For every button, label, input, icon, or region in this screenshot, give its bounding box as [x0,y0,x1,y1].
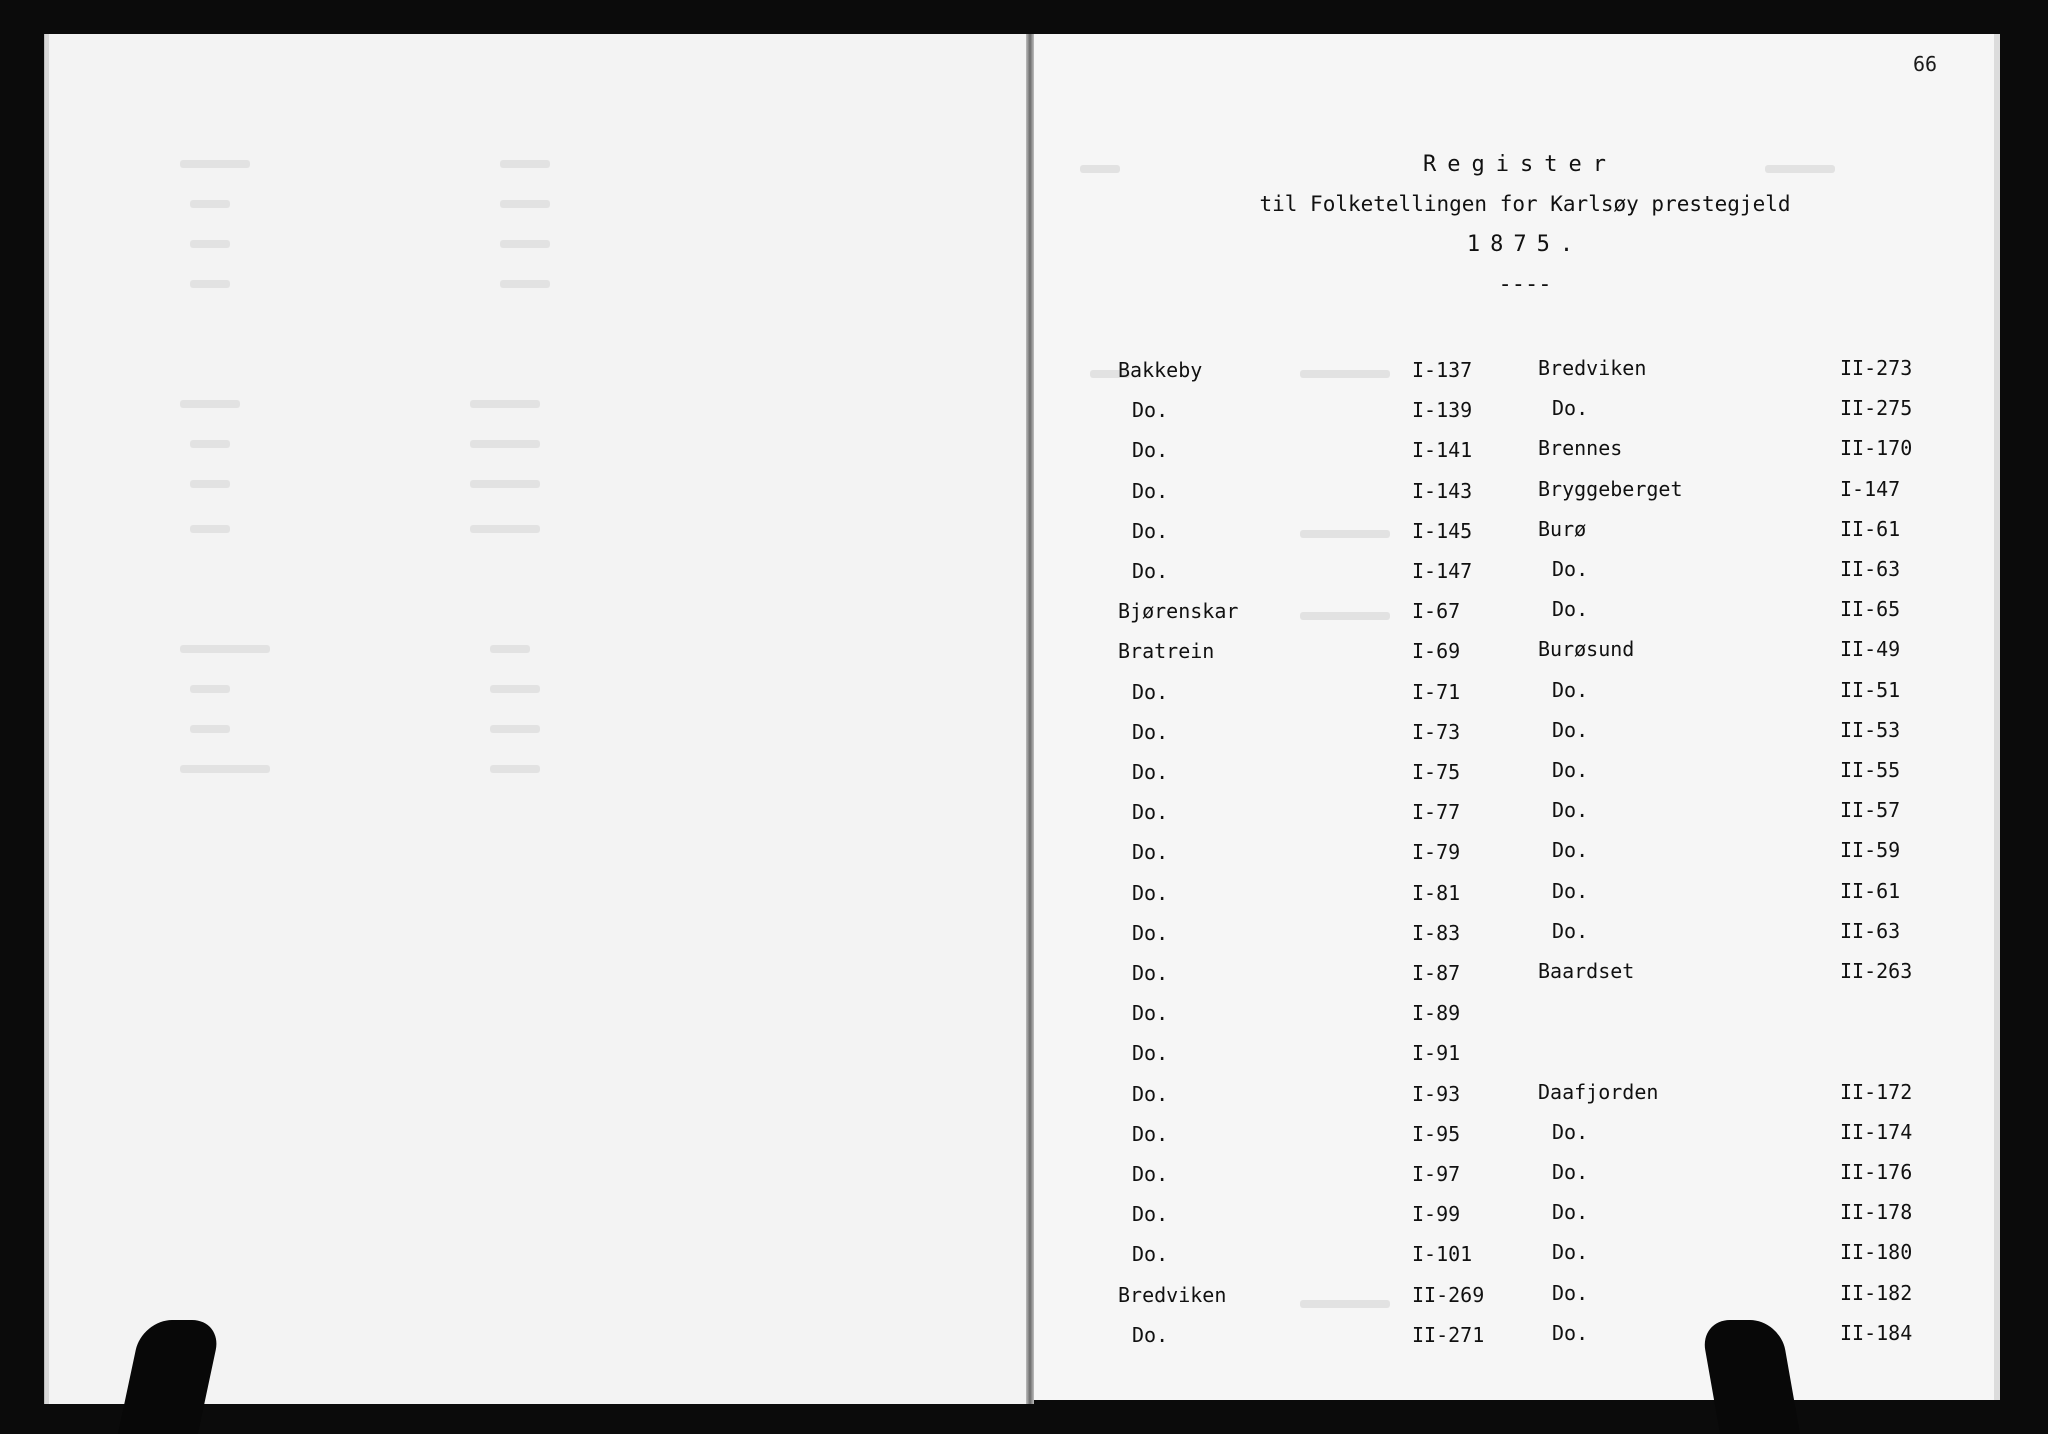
register-entry-place: Do. [1132,719,1169,744]
bleed-through-mark [490,765,540,773]
bleed-through-mark [500,160,550,168]
register-entry-ref: II-61 [1840,878,1901,903]
register-entry-ref: I-75 [1412,760,1461,784]
register-entry-place: Do. [1132,880,1169,905]
register-entry-ref: I-71 [1412,679,1461,704]
bleed-through-mark [190,480,230,488]
register-entry-place: Baardset [1538,959,1635,983]
register-entry-place: Do. [1552,1280,1589,1305]
register-entry-ref: I-143 [1412,478,1473,503]
register-entry-ref: I-147 [1840,476,1901,501]
register-entry-ref: II-170 [1840,436,1913,461]
register-entry-place: Do. [1132,518,1169,543]
register-entry-ref: I-87 [1412,961,1461,985]
register-entry-place: Bratrein [1118,639,1215,664]
register-entry-ref: I-69 [1412,639,1461,664]
bleed-through-mark [190,725,230,733]
bleed-through-mark [500,280,550,288]
register-entry-place: Do. [1132,961,1169,985]
register-entry-ref: I-137 [1412,358,1473,382]
register-entry-place: Do. [1132,840,1169,865]
register-entry-place: Burøsund [1538,637,1635,662]
register-entry-place: Do. [1552,918,1589,943]
register-entry-ref: II-182 [1840,1280,1913,1305]
register-entry-place: Do. [1552,717,1589,742]
register-entry-place: Do. [1132,559,1169,583]
bleed-through-mark [190,240,230,248]
register-entry-place: Do. [1132,478,1169,503]
register-entry-ref: II-269 [1412,1282,1485,1307]
register-entry-place: Do. [1552,878,1589,903]
bleed-through-mark [500,240,550,248]
register-entry-ref: II-63 [1840,918,1901,943]
register-entry-ref: II-275 [1840,396,1913,421]
bleed-through-mark [500,200,550,208]
bleed-through-mark [490,685,540,693]
register-entry-place: Do. [1552,597,1589,622]
register-entry-ref: II-53 [1840,717,1901,742]
bleed-through-mark [190,280,230,288]
register-entry-ref: I-77 [1412,800,1461,825]
register-entry-ref: I-81 [1412,880,1461,905]
register-entry-ref: II-57 [1840,798,1901,823]
register-entry-place: Do. [1132,1121,1169,1146]
register-rule: ---- [1498,272,1552,297]
bleed-through-mark [470,440,540,448]
bleed-through-mark [190,685,230,693]
bleed-through-mark [190,200,230,208]
register-entry-ref: II-184 [1840,1320,1913,1345]
register-entry-place: Bakkeby [1118,358,1203,382]
bleed-through-mark [190,525,230,533]
register-entry-place: Brennes [1538,436,1623,461]
register-entry-place: Do. [1552,1119,1589,1144]
register-entry-place: Do. [1132,1322,1169,1347]
register-entry-place: Do. [1552,1240,1589,1265]
register-entry-ref: I-141 [1412,438,1473,463]
register-entry-place: Do. [1132,1202,1169,1227]
register-entry-place: Do. [1552,1200,1589,1225]
register-entry-place: Daafjorden [1538,1079,1659,1104]
register-entry-place: Do. [1552,677,1589,702]
register-entry-place: Do. [1552,557,1589,581]
register-year: 1875. [1466,232,1584,257]
register-entry-ref: II-178 [1840,1200,1913,1225]
register-entry-place: Do. [1132,1081,1169,1106]
register-subtitle: til Folketellingen for Karlsøy prestegjeld [1259,192,1791,216]
bleed-through-mark [470,480,540,488]
register-entry-place: Do. [1552,838,1589,863]
register-title: Register [1423,152,1617,177]
register-entry-place: Bjørenskar [1118,599,1239,624]
bleed-through-mark [470,525,540,533]
register-entry-place: Burø [1538,516,1587,541]
register-entry-place: Bredviken [1538,356,1647,380]
register-entry-ref: II-51 [1840,677,1901,702]
page-number: 66 [1913,52,1938,76]
register-entry-ref: II-176 [1840,1160,1913,1184]
register-entry-place: Do. [1132,920,1169,945]
register-entry-ref: II-263 [1840,959,1913,983]
bleed-through-mark [180,765,270,773]
register-entry-ref: I-89 [1412,1001,1461,1026]
bleed-through-mark [190,440,230,448]
register-entry-place: Do. [1132,398,1169,423]
register-entry-place: Do. [1552,758,1589,782]
register-entry-place: Do. [1552,1320,1589,1345]
bleed-through-mark [490,645,530,653]
register-entry-ref: II-65 [1840,597,1901,622]
bleed-through-mark [490,725,540,733]
register-entry-ref: I-91 [1412,1041,1461,1066]
register-entry-place: Do. [1132,1242,1169,1267]
register-entry-ref: II-59 [1840,838,1901,863]
register-entry-place: Bredviken [1118,1282,1227,1307]
register-entry-ref: I-93 [1412,1081,1461,1106]
register-entry-ref: II-273 [1840,356,1913,380]
register-entry-ref: I-145 [1412,518,1473,543]
register-entry-place: Do. [1132,679,1169,704]
register-entry-place: Do. [1552,798,1589,823]
register-entry-ref: II-172 [1840,1079,1913,1104]
book-gutter [1026,34,1034,1404]
register-entry-ref: I-79 [1412,840,1461,865]
register-entry-ref: I-95 [1412,1121,1461,1146]
bleed-through-mark [180,645,270,653]
bleed-through-mark [180,160,250,168]
bleed-through-mark [1300,1300,1390,1308]
register-entry-place: Do. [1132,1162,1169,1186]
bleed-through-mark [1300,612,1390,620]
register-entry-place: Do. [1552,1160,1589,1184]
register-entry-place: Do. [1552,396,1589,421]
bleed-through-mark [1300,370,1390,378]
register-entry-ref: I-97 [1412,1162,1461,1186]
register-entry-ref: II-63 [1840,557,1901,581]
bleed-through-mark [1300,530,1390,538]
register-entry-place: Do. [1132,760,1169,784]
register-entry-ref: II-271 [1412,1322,1485,1347]
register-entry-ref: I-99 [1412,1202,1461,1227]
register-entry-ref: I-139 [1412,398,1473,423]
register-entry-ref: II-180 [1840,1240,1913,1265]
register-entry-place: Do. [1132,1001,1169,1026]
register-entry-ref: I-67 [1412,599,1461,624]
register-entry-ref: I-83 [1412,920,1461,945]
register-entry-ref: II-61 [1840,516,1901,541]
bleed-through-mark [470,400,540,408]
register-entry-ref: II-55 [1840,758,1901,782]
register-entry-ref: I-73 [1412,719,1461,744]
register-entry-ref: II-174 [1840,1119,1913,1144]
register-entry-place: Bryggeberget [1538,476,1683,501]
register-entry-place: Do. [1132,438,1169,463]
register-entry-ref: I-147 [1412,559,1473,583]
bleed-through-mark [180,400,240,408]
register-entry-place: Do. [1132,800,1169,825]
register-entry-place: Do. [1132,1041,1169,1066]
register-entry-ref: II-49 [1840,637,1901,662]
register-entry-ref: I-101 [1412,1242,1473,1267]
